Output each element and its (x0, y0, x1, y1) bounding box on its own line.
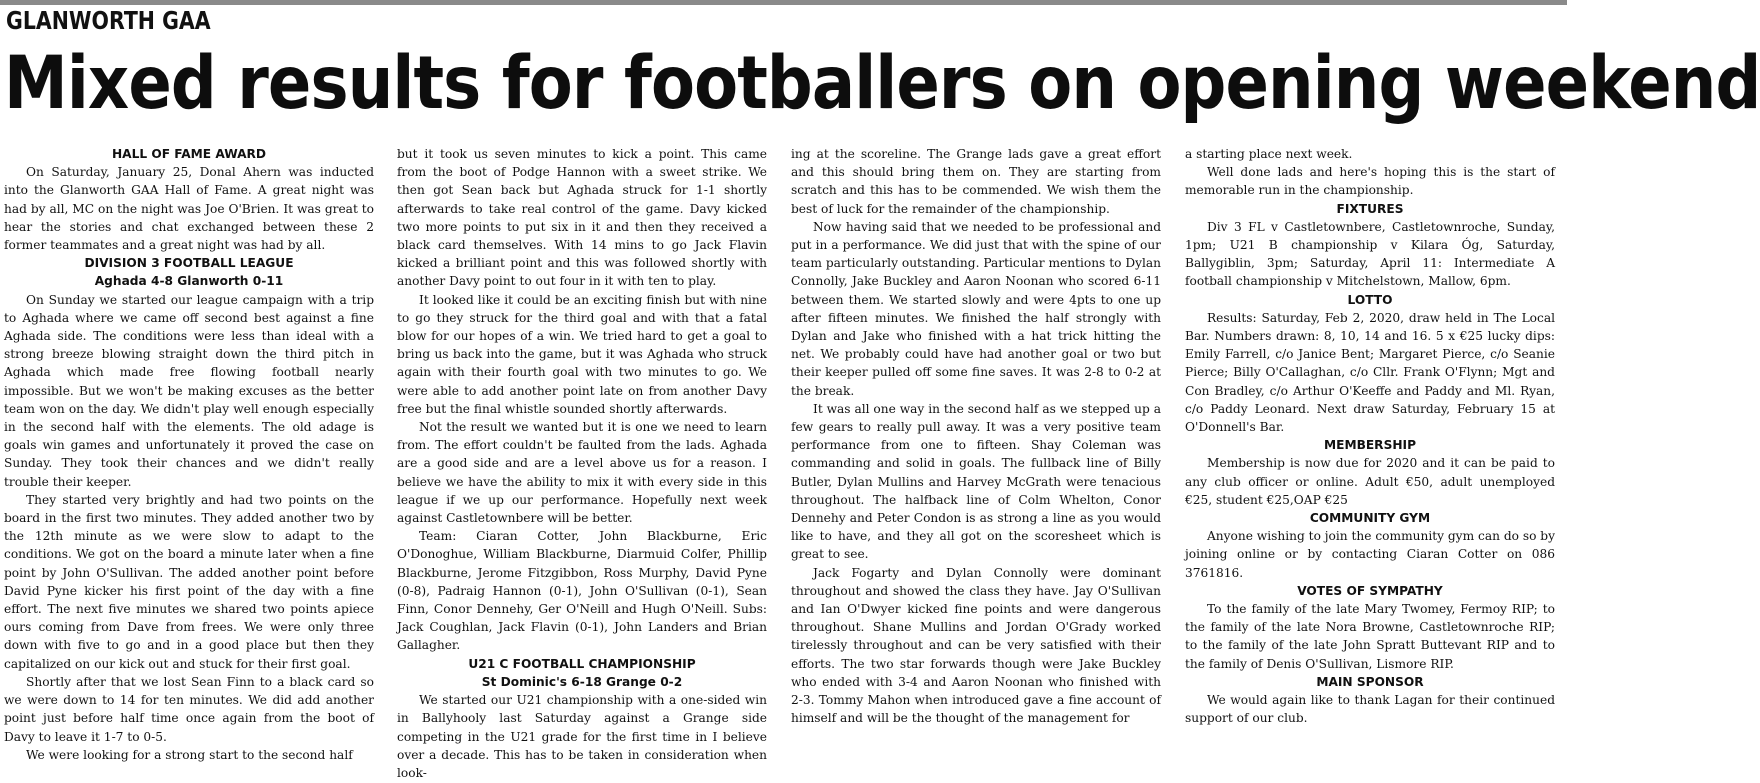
paragraph: Membership is now due for 2020 and it can be paid to any club officer or online. Adult €50, adult unemployed €25, student €25,OAP €25 (1185, 456, 1555, 507)
column-4 (1185, 145, 1555, 781)
paragraph: Not the result we wanted but it is one we need to learn from. The effort couldn't be faulted from the lads. Aghada are a good side and are a level above us for a reason. I believe we have the ability to mix it with every side in this league if we up our performance. Hopefully next week against Castletownbere will be better. (397, 420, 767, 526)
subhead-membership: MEMBERSHIP (1323, 438, 1417, 453)
paragraph: ing at the scoreline. The Grange lads gave a great effort and this should bring them on. They are starting from scratch and this has to be commended. We wish them the best of luck for the remainder of the championship. (791, 147, 1161, 216)
paragraph: We started our U21 championship with a one-sided win in Ballyhooly last Saturday against a Grange side competing in the U21 grade for the first time in I believe over a decade. This has to be taken in consideration when look- (397, 693, 767, 780)
paragraph: On Sunday we started our league campaign with a trip to Aghada where we came off second best against a fine Aghada side. The conditions were less than ideal with a strong breeze blowing straight down the third pitch in Aghada which made free flowing football nearly impossible. But we won't be making excuses as the better team won on the day. We didn't play well enough especially in the second half with the elements. The old adage is goals win games and unfortunately it proved the case on Sunday. They took their chances and we didn't really trouble their keeper. (4, 292, 374, 489)
paragraph: On Saturday, January 25, Donal Ahern was inducted into the Glanworth GAA Hall of Fame. A great night was had by all, MC on the night was Joe O'Brien. It was great to hear the stories and chat exchanged between these 2 former teammates and a great night was had by all. (4, 165, 374, 253)
subhead-community-gym: COMMUNITY GYM (1309, 511, 1431, 526)
subhead-lotto: LOTTO (1347, 292, 1393, 307)
article-body (4, 145, 1559, 781)
paragraph: It was all one way in the second half as we stepped up a few gears to really pull away. It was a very positive team performance from one to fifteen. Shay Coleman was commanding and solid in goals. The fullback line of Billy Butler, Dylan Mullins and Harvey McGrath were tenacious throughout. The halfback line of Colm Whelton, Conor Dennehy and Peter Condon is as strong a line as you would like to have, and they all got on the scoresheet which is great to see. (791, 401, 1161, 562)
paragraph: They started very brightly and had two points on the board in the first two minutes. They added another two by the 12th minute as we were slow to adapt to the conditions. We got on the board a minute later when a fine point by John O'Sullivan. The added another point before David Pyne kicker his first point of the day with a fine effort. The next five minutes we shared two points apiece ours coming from Dave from frees. We were only three down with five to go and in a good place but then they capitalized on our kick out and stuck for their first goal. (4, 492, 374, 671)
subhead-u21: U21 C FOOTBALL CHAMPIONSHIP (468, 656, 696, 671)
subhead-score: Aghada 4-8 Glanworth 0-11 (94, 274, 284, 289)
paragraph: We were looking for a strong start to the second half (26, 747, 353, 762)
section-label: GLANWORTH GAA (6, 6, 211, 35)
paragraph: To the family of the late Mary Twomey, Fermoy RIP; to the family of the late Nora Browne, Castletownroche RIP; to the family of the late John Spratt Buttevant RIP and to the family of Denis O'Sullivan, Lismore RIP. (1185, 602, 1555, 671)
subhead-main-sponsor: MAIN SPONSOR (1316, 674, 1424, 689)
column-2 (397, 145, 767, 781)
paragraph: Results: Saturday, Feb 2, 2020, draw held in The Local Bar. Numbers drawn: 8, 10, 14 and 16. 5 x €25 lucky dips: Emily Farrell, c/o Janice Bent; Margaret Pierce, c/o Seanie Pierce; Billy O'Callaghan, c/o Cllr. Frank O'Flynn; Mgt and Con Bradley, c/o Arthur O'Keeffe and Paddy and Ml. Ryan, c/o Paddy Leonard. Next draw Saturday, February 15 at O'Donnell's Bar. (1185, 310, 1555, 435)
subhead-fixtures: FIXTURES (1336, 201, 1404, 216)
paragraph: Now having said that we needed to be professional and put in a performance. We did just that with the spine of our team particularly outstanding. Particular mentions to Dylan Connolly, Jake Buckley and Aaron Noonan who scored 6-11 between them. We started slowly and were 4pts to one up after fifteen minutes. We finished the half strongly with Dylan and Jake who finished with a hat trick hitting the net. We probably could have had another goal or two but their keeper pulled off some fine saves. It was 2-8 to 0-2 at the break. (791, 219, 1161, 398)
paragraph: Well done lads and here's hoping this is the start of memorable run in the championship. (1185, 165, 1555, 198)
paragraph: a starting place next week. (1185, 147, 1353, 161)
subhead-division-3: DIVISION 3 FOOTBALL LEAGUE (84, 256, 294, 271)
subhead-u21-score: St Dominic's 6-18 Grange 0-2 (481, 674, 683, 689)
column-1 (4, 145, 374, 781)
column-3 (791, 145, 1161, 781)
paragraph: Jack Fogarty and Dylan Connolly were dominant throughout and showed the class they have. Jay O'Sullivan and Ian O'Dwyer kicked fine points and were dangerous throughout. Shane Mullins and Jordan O'Grady worked tirelessly throughout and can be very satisfied with their efforts. The two star forwards though were Jake Buckley who ended with 3-4 and Aaron Noonan who finished with 2-3. Tommy Mahon when introduced gave a fine account of himself and will be the thought of the management for (791, 565, 1161, 726)
subhead-votes-of-sympathy: VOTES OF SYMPATHY (1297, 583, 1443, 598)
paragraph: Div 3 FL v Castletownbere, Castletownroche, Sunday, 1pm; U21 B championship v Kilara Óg, Saturday, Ballygiblin, 3pm; Saturday, April 11: Intermediate A football championship v Mitchelstown, Mallow, 6pm. (1185, 219, 1555, 289)
headline: Mixed results for footballers on opening weekend (4, 41, 1760, 126)
team-list: Team: Ciaran Cotter, John Blackburne, Eric O'Donoghue, William Blackburne, Diarmuid Colfer, Phillip Blackburne, Jerome Fitzgibbon, Ross Murphy, David Pyne (0-8), Padraig Hannon (0-1), John O'Sullivan (0-1), Sean Finn, Conor Dennehy, Ger O'Neill and Hugh O'Neill. Subs: Jack Coughlan, Jack Flavin (0-1), John Landers and Brian Gallagher. (397, 529, 767, 653)
top-rule (0, 0, 1567, 5)
paragraph: but it took us seven minutes to kick a point. This came from the boot of Podge Hannon with a sweet strike. We then got Sean back but Aghada struck for 1-1 shortly afterwards to take real control of the game. Davy kicked two more points to put six in it and then they received a black card themselves. With 14 mins to go Jack Flavin kicked a brilliant point and this was followed shortly with another Davy point to out four in it with ten to play. (397, 147, 767, 289)
paragraph: It looked like it could be an exciting finish but with nine to go they struck for the third goal and with that a fatal blow for our hopes of a win. We tried hard to get a goal to bring us back into the game, but it was Aghada who struck again with their fourth goal with two minutes to go. We were able to add another point late on from another Davy free but the final whistle sounded shortly afterwards. (397, 292, 767, 416)
paragraph: Anyone wishing to join the community gym can do so by joining online or by contacting Ciaran Cotter on 086 3761816. (1185, 529, 1555, 580)
paragraph: Shortly after that we lost Sean Finn to a black card so we were down to 14 for ten minutes. We did add another point just before half time once again from the boot of Davy to leave it 1-7 to 0-5. (4, 674, 374, 744)
paragraph: We would again like to thank Lagan for their continued support of our club. (1185, 693, 1555, 726)
subhead-hall-of-fame: HALL OF FAME AWARD (111, 147, 267, 161)
